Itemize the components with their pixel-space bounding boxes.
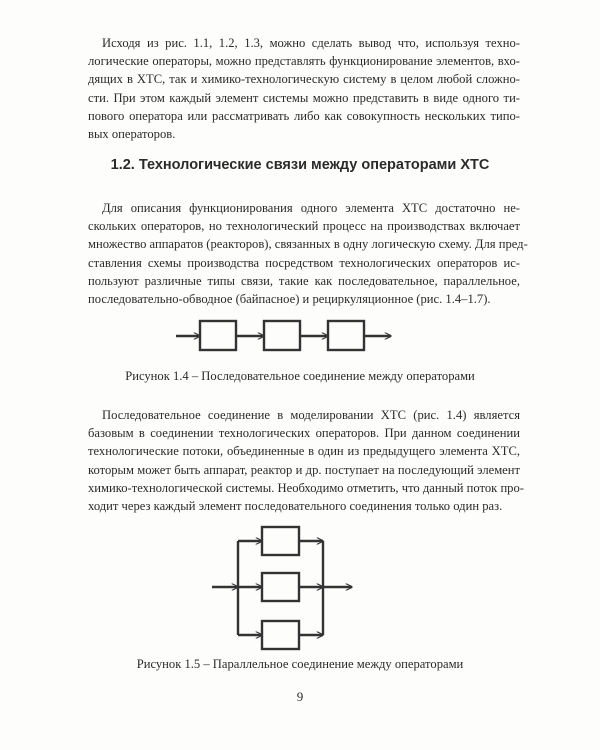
text-line: множество аппаратов (реакторов), связанных в одну логическую схему. Для пред- [88, 237, 528, 252]
operator-block [262, 527, 299, 555]
text-line: которым может быть аппарат, реактор и др. поступает на последующий элемент [88, 462, 520, 477]
paragraph-connections [88, 199, 528, 308]
text-line: сти. При этом каждый элемент системы можно представить в виде одного ти- [88, 90, 520, 105]
text-line: технологические потоки, объединенные в один из предыдущего элемента ХТС, [88, 444, 520, 459]
operator-block [200, 321, 236, 350]
text-line: химико-технологической системы. Необходимо отметить, что данный поток про- [88, 480, 524, 495]
text-line: дящих в ХТС, так и химико-технологическую систему в целом любой сложно- [88, 72, 520, 87]
text-line: базовым в соединении технологических операторов. При данном соединении [88, 426, 520, 441]
section-heading: 1.2. Технологические связи между операторами ХТС [110, 157, 490, 173]
text-line: Последовательное соединение в моделировании ХТС (рис. 1.4) является [102, 408, 520, 422]
paragraph-series [88, 406, 524, 515]
text-line: Исходя из рис. 1.1, 1.2, 1.3, можно сделать вывод что, используя техно- [102, 36, 520, 50]
page-number: 9 [296, 689, 304, 704]
text-line: последовательно-обводное (байпасное) и рециркуляционное (рис. 1.4–1.7). [88, 292, 491, 307]
figure-1-5-caption: Рисунок 1.5 – Параллельное соединение между операторами [136, 657, 464, 671]
text-line: ходит через каждый элемент последовательного соединения только один раз. [88, 499, 503, 514]
text-line: скольких операторов, но технологический процесс на производствах включает [88, 219, 520, 234]
text-line: Для описания функционирования одного элемента ХТС достаточно не- [102, 201, 520, 215]
figure-1-4-caption: Рисунок 1.4 – Последовательное соединение между операторами [125, 369, 475, 383]
text-line: вых операторов. [88, 127, 176, 142]
text-line: пользуют различные типы связи, такие как последовательное, параллельное, [88, 273, 520, 288]
text-line: пового оператора или рассматривать либо как совокупность нескольких типо- [88, 108, 520, 123]
operator-block [328, 321, 364, 350]
operator-block [264, 321, 300, 350]
text-line: ставления схемы производства посредством технологических операторов ис- [88, 255, 520, 270]
text-line: логические операторы, можно представлять функционирование элементов, вхо- [88, 54, 520, 69]
paragraph-intro [88, 34, 520, 143]
operator-block [262, 621, 299, 649]
operator-block [262, 573, 299, 601]
